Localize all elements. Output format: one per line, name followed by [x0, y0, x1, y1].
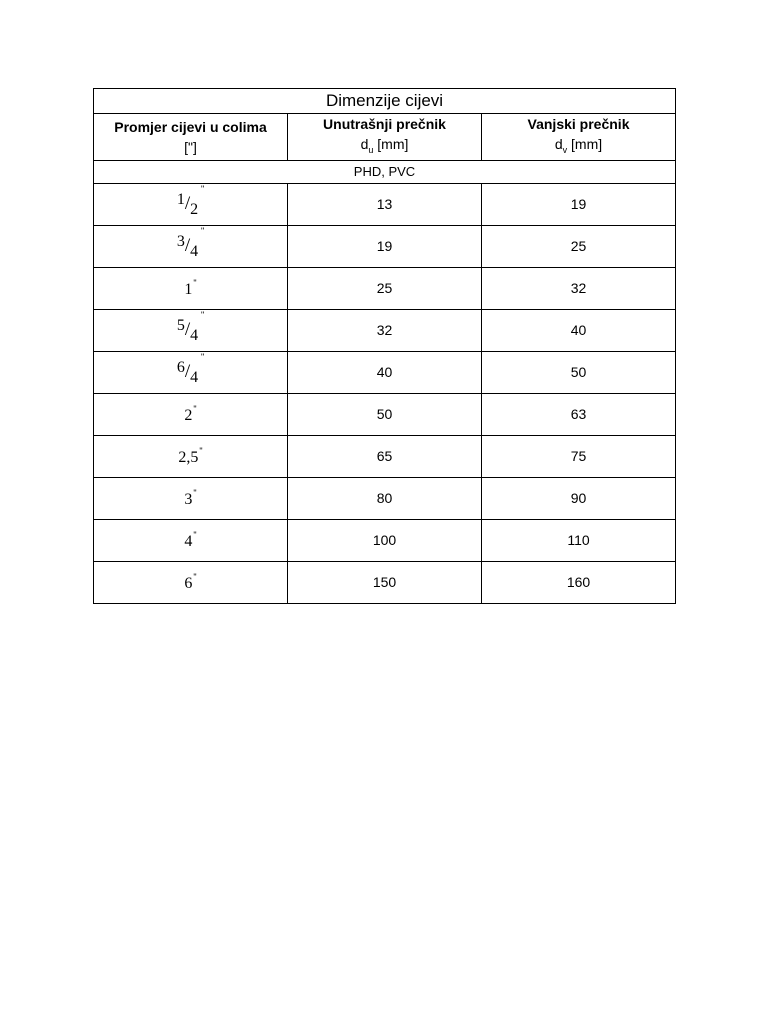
pipe-size-whole: 4": [184, 529, 197, 550]
pipe-size-fraction: 5/4 ": [176, 310, 205, 345]
header-outer-diameter: [482, 114, 676, 161]
pipe-size-whole: 3": [184, 487, 197, 508]
outer-diameter-cell: 63: [482, 393, 676, 435]
outer-diameter-cell: 25: [482, 225, 676, 267]
pipe-size-cell: [94, 183, 288, 225]
pipe-size-cell: [94, 309, 288, 351]
table-row: [94, 393, 676, 435]
outer-diameter-cell: 50: [482, 351, 676, 393]
inner-diameter-cell: 13: [288, 183, 482, 225]
header-diameter-label: Promjer cijevi u colima: [114, 118, 267, 135]
pipe-size-cell: [94, 267, 288, 309]
pipe-size-fraction: 1/2 ": [176, 184, 205, 219]
inch-mark: ": [200, 310, 205, 321]
pipe-size-whole: 1": [184, 277, 197, 298]
pipe-size-whole: 2,5": [178, 445, 203, 466]
table-row: [94, 225, 676, 267]
header-outer-label: Vanjski prečnik: [527, 116, 630, 132]
inch-mark: ": [193, 403, 197, 414]
outer-diameter-cell: 40: [482, 309, 676, 351]
inner-diameter-cell: 150: [288, 561, 482, 603]
table-row: [94, 183, 676, 225]
inner-diameter-cell: 32: [288, 309, 482, 351]
inch-mark: ": [193, 529, 197, 540]
pipe-dimensions-table: [93, 88, 676, 604]
inner-diameter-cell: 100: [288, 519, 482, 561]
pipe-size-cell: [94, 393, 288, 435]
table-row: [94, 477, 676, 519]
inch-mark: ": [199, 445, 203, 456]
inner-diameter-cell: 19: [288, 225, 482, 267]
inch-mark: ": [200, 352, 205, 363]
table-row: [94, 519, 676, 561]
pipe-size-cell: [94, 519, 288, 561]
outer-diameter-cell: 32: [482, 267, 676, 309]
table-title: Dimenzije cijevi: [94, 89, 676, 114]
header-diameter-inches: [94, 114, 288, 161]
inner-diameter-cell: 40: [288, 351, 482, 393]
inner-diameter-cell: 25: [288, 267, 482, 309]
inner-diameter-cell: 80: [288, 477, 482, 519]
inner-diameter-cell: 50: [288, 393, 482, 435]
table-body: [94, 183, 676, 603]
pipe-size-cell: [94, 435, 288, 477]
table-row: [94, 267, 676, 309]
pipe-size-cell: [94, 351, 288, 393]
table-row: [94, 561, 676, 603]
header-inner-label: Unutrašnji prečnik: [323, 116, 446, 132]
inch-mark: ": [193, 277, 197, 288]
table-row: [94, 351, 676, 393]
inch-mark: ": [193, 487, 197, 498]
inch-mark: ": [193, 571, 197, 582]
pipe-size-cell: [94, 561, 288, 603]
pipe-size-cell: [94, 477, 288, 519]
table-row: [94, 435, 676, 477]
inch-mark: ": [200, 184, 205, 195]
header-diameter-unit: ["]: [184, 138, 197, 155]
header-inner-diameter: [288, 114, 482, 161]
outer-diameter-cell: 19: [482, 183, 676, 225]
outer-diameter-cell: 75: [482, 435, 676, 477]
table-row: [94, 309, 676, 351]
inner-diameter-cell: 65: [288, 435, 482, 477]
header-inner-unit: $d_u$ [mm]: [360, 136, 409, 155]
material-label: PHD, PVC: [94, 160, 676, 183]
outer-diameter-cell: 90: [482, 477, 676, 519]
outer-diameter-cell: 110: [482, 519, 676, 561]
pipe-size-fraction: 6/4 ": [176, 352, 205, 387]
pipe-size-whole: 6": [184, 571, 197, 592]
pipe-size-cell: [94, 225, 288, 267]
pipe-size-fraction: 3/4 ": [176, 226, 205, 261]
header-outer-unit: $d_v$ [mm]: [554, 136, 603, 155]
outer-diameter-cell: 160: [482, 561, 676, 603]
pipe-size-whole: 2": [184, 403, 197, 424]
inch-mark: ": [200, 226, 205, 237]
